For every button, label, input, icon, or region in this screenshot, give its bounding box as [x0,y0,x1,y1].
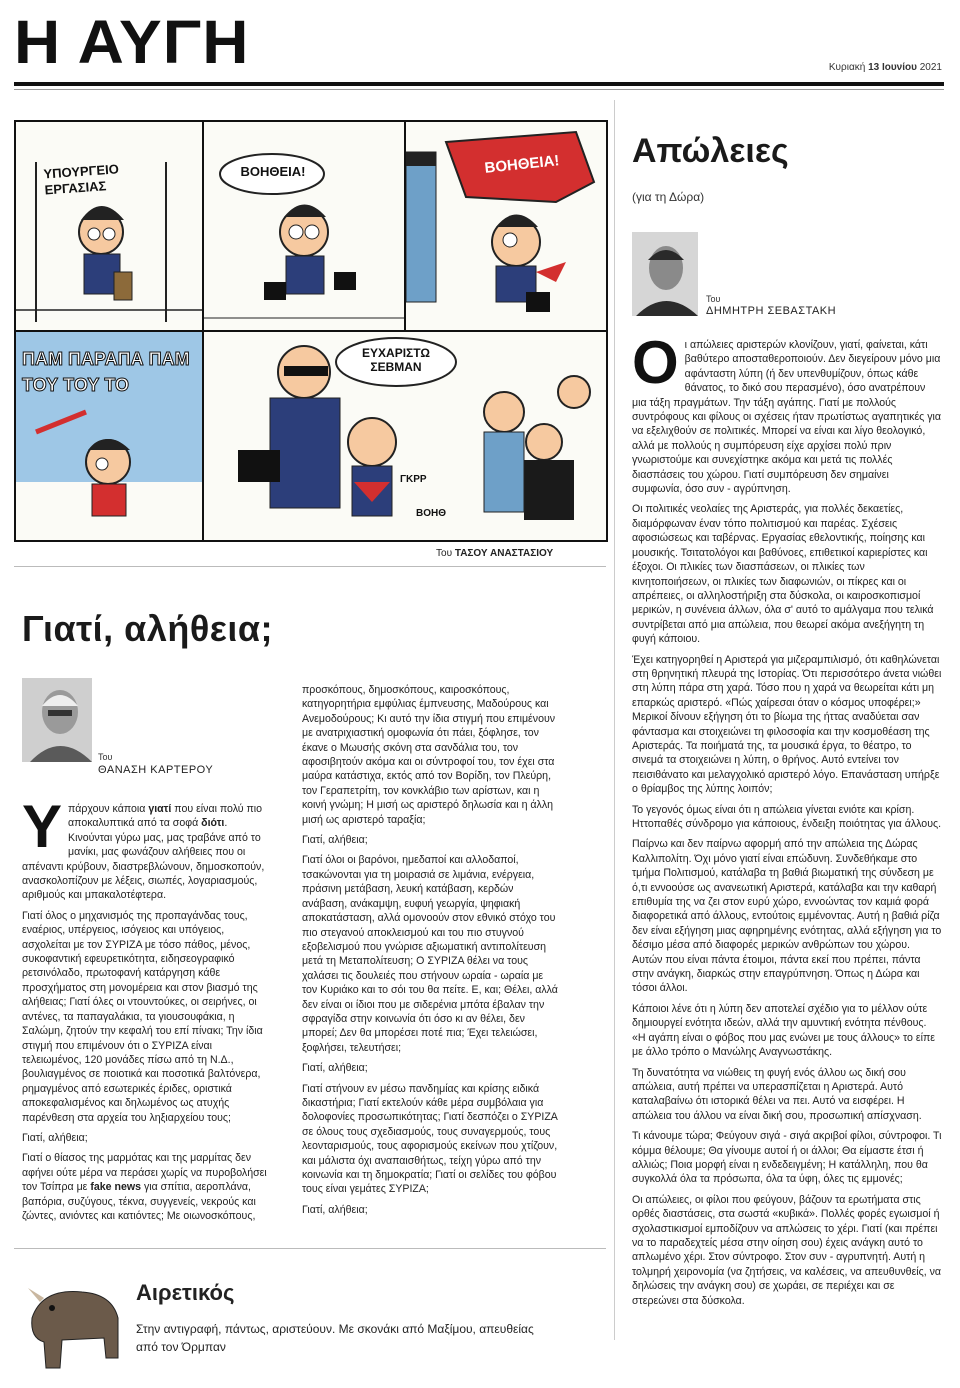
paragraph: Γιατί όλοι οι βαρόνοι, ημεδαποί και αλλοδαποί, τσακώνονται για τη μοιρασιά σε λιμάνια, ενέργεια, πράσινη μετάβαση, λευκή κατάβαση, κερδών ανάβαση, ανάκαμψη, ευφυή γεωργία, ψηφιακή αποκατάσταση, αλλά ομονοούν στον εθνικό στόχο του πιο στεγανού αποκλεισμού και του πιο στυγνού εξοβελισμού που γνώρισε αξιωματική αντιπολίτευση μετά τη Μεταπολίτευση; Ο ΣΥΡΙΖΑ θέλει να τους χαλάσει τις δουλειές που στήνουν ωραία - ωραία με τον Κυριάκο και το σόι του θα πείτε. Ε, και; Θέλει, αλλά δεν είναι οι ίδιοι που με σιδερένια μπότα έβαλαν την σφραγίδα στην κοινωνία ότι όσο κι αν θέλει, δεν μπορεί; Δεν θα μπορέσει ποτέ πια; Έχει τελειώσει, ξοφλήσει, τελευτήσει; [302,854,558,1054]
paragraph [22,1151,274,1223]
comic-sign-text: ΥΠΟΥΡΓΕΙΟ ΕΡΓΑΣΙΑΣ [43,161,120,198]
text-run-bold: γιατί [148,803,172,815]
text-run: ι απώλειες αριστερών κλονίζουν, γιατί, φαίνεται, κάτι βαθύτερο αποσταθεροποιούν. Δεν διεγείρουν μόνο μια αφάνταστη λύπη (ή δεν υπενθυμίζουν, όπως κάθε θάνατος, το δικό σου περασμένο), όσο ανατρέπουν μια τάξη πραγμάτων. Την τάξη αγάπης. Γιατί με πολλούς συντρόφους και φίλους οι σχέσεις ήταν πρωτίστως αγαπητικές για να εξελιχθούν σε πολιτικές. Μπορεί να είναι και λίγο θεολογικό, αλλά με πολλούς η συμπόρευση είχε αρχίσει πολύ πριν γνωριστούμε και συνεχίστηκε ακόμα και μετά τις πολλές διασπάσεις του χώρου. Γιατί συμπόρευση δεν σημαίνει συμφωνία, όσο συν - αγρύπνηση. [632,339,941,496]
text-run: πάρχουν κάποια [68,803,149,815]
cartoon-credit-name: ΤΑΣΟΥ ΑΝΑΣΤΑΣΙΟΥ [454,548,554,559]
dropcap-right: Ο [632,329,679,396]
article-subtitle-right: (για τη Δώρα) [632,190,705,204]
date-main: 13 Ιουνίου [868,62,917,73]
text-run-bold: διότι [201,817,225,830]
comic-panel-2-art [204,122,404,330]
comic-bubble-help-1: ΒΟΗΘΕΙΑ! [240,164,306,179]
column-text-footer: Στην αντιγραφή, πάντως, αριστεύουν. Με σκονάκι από Μαξίμου, απευθείας από τον Όρμπαν [136,1322,534,1354]
paragraph: Παίρνω και δεν παίρνω αφορμή από την απώλεια της Δώρας Καλλιπολίτη. Όχι μόνο γιατί είναι επώδυνη. Συνδεθήκαμε στο τμήμα Πολιτισμού, κατάλαβα τη βαθιά βιωματική της σύνδεση με ό,τι εννοούσε ως ανανεωτική Αριστερά, κατάλαβα και την καθαρή επιθυμία της να ζει στον ευρύ χώρο, εννοώντας τον καμιά φορά διαφορετικά από άλλους, εντούτοις εμμένοντας. Αυτή η βαθιά ρίζα δεν είναι εξήγηση μιας αφηρημένης ενότητας, αλλά εξήγηση για το δέσιμο μέσα από διαφορές μερικών ανθρώπων του χώρου. Αυτών που είναι πάντα έτοιμοι, πάντα εκεί που πρέπει, πάντα στην ανάγκη, διαρκώς στην επαγρύπνηση. Όπως η Δώρα και τόσοι άλλοι. [632,838,942,995]
dropcap-left: Υ [22,793,63,860]
paragraph: Οι απώλειες, οι φίλοι που φεύγουν, βάζουν τα ερωτήματα στις ορθές διαστάσεις, στα σωστά «κυβικά». Πολλές φορές εγωισμοί ή σχολαστικισμοί εμποδίζουν να απλώσεις το χέρι. Γιατί (και πρέπει να το παραδεχτείς μέσα στην οίηση σου) έχεις ανάγκη αυτό το απλωμένο χέρι. Στον σύντροφο. Στον συν - αγρυπνητή. Αυτή η τολμηρή χειρονομία (να ζητήσεις, να καλέσεις, να απευθυνθείς, να δηλώσεις την ανάγκη σου) σε χωράει, σε περιέχει και σε στερεώνει στα δύσκολα. [632,1193,942,1307]
paragraph: Κάποιοι λένε ότι η λύπη δεν αποτελεί σχέδιο για το μέλλον ούτε δημιουργεί ενότητα ιδεών, αλλά την αμυντική ενότητα πένθους. «Η αγάπη είναι ο φόβος που μας ενώνει με τους άλλους» το είπε με άλλο τρόπο ο Μανώλης Αναγνωστάκης. [632,1002,935,1059]
paragraph: Τι κάνουμε τώρα; Φεύγουν σιγά - σιγά ακριβοί φίλοι, σύντροφοι. Τι κόμμα θέλουμε; Θα γίνουμε αυτοί ή οι άλλοι; Θα είμαστε έτσι ή αλλιώς; Ποια μορφή είναι η ενδεδειγμένη; Η κατάλληλη, που θα συγκολλά όλα τα πρόσωπα, όλα τα ύφη, όλες τις εμμονές; [632,1130,942,1186]
article-column-1 [22,793,274,1229]
paragraph: Γιατί όλος ο μηχανισμός της προπαγάνδας τους, εναέριος, υπέργειος, ισόγειος και υπόγειος, ασχολείται με τον ΣΥΡΙΖΑ με τόσο πάθος, μένος, συκοφαντική εφευρετικότητα, ειδησεογραφικό ρετσινόλαδο, πρωτοφανή κατάργηση κάθε προσχήματος στη μονομέρεια και στον βιασμό της αλήθειας; Γιατί όλες οι ντουντούκες, οι σειρήνες, οι αντένες, τα παπαγαλάκια, τα γιουσουφάκια, η Σαλώμη, ζητούν την κεφαλή του επί πίνακι; Την ίδια στιγμή που επιμένουν ότι ο ΣΥΡΙΖΑ είναι τελειωμένος, 120 μονάδες πίσω από τη Ν.Δ., βουλιαγμένος σε ποιοτικά και ποσοτικά βαλτόνερα, ρημαγμένος από εσωτερικές έριδες, οριστικά αποκεφαλισμένος και δηλωμένος ως ατυχής παρένθεση στα αρχεία του ληξιαρχείου τους; [22,909,263,1124]
comic-panel-1 [14,120,204,332]
comic-bubble-help-2: ΒΟΗΘΕΙΑ! [483,152,561,177]
comic-bubble-thanks: ΕΥΧΑΡΙΣΤΩ ΣΕΒΜΑΝ [362,346,430,374]
article-headline-left: Γιατί, αλήθεια; [22,608,273,649]
paragraph: Γιατί στήνουν εν μέσω πανδημίας και κρίσης ειδικά δικαστήρια; Γιατί εκτελούν κάθε μέρα συμβόλαια για δολοφονίες προσωπικότητας; Γιατί δεσπόζει ο ΣΥΡΙΖΑ σε όλους τους σχεδιασμούς, τους συναγερμούς, τους λεονταρισμούς, τους αφορισμούς εκείνων που χτίζουν, και μάλιστα όχι αναπαισθήτως, τείχη γύρω από την κοινωνία και τη δημοκρατία; Γιατί οι σελίδες του φόβου τους είναι γεμάτες ΣΥΡΙΖΑ; [302,1082,558,1196]
comic-panel-3 [404,120,608,332]
author-photo-left-art [22,678,92,762]
article-headline-right: Απώλειες [632,132,789,170]
date-day: Κυριακή [828,62,866,73]
text-run: για σπίτια, αεροπλάνα, βαπόρια, συζύγους, τέκνα, συγγενείς, νεκρούς και ζώντες, ανιόντες και κατιόντες; Με οιωνοσκόπους, [22,1181,256,1222]
masthead-rule [14,82,944,86]
footer-divider [14,1248,606,1249]
paragraph: Έχει κατηγορηθεί η Αριστερά για μιζεραμπιλισμό, ότι καθηλώνεται στη θρηνητική πλευρά της Ιστορίας. Ότι περισσότερο άνετα νιώθει στη λύπη πάρα στη χαρά. Τόσο που η χαρά να θεωρείται κάτι μη επαρκώς αριστερό. «Πώς χαίρεσαι όταν ο κόσμος υποφέρει;» Μερικοί δίνουν εξήγηση ότι το βίωμα της ήττας αναδύεται σαν φάντασμα και στοιχειώνει τη φιλοσοφία και την κοσμοθέαση της Αριστεράς. Τα ποιήματά της, τα μουσικά έργα, το θέατρο, το σινεμά τα στοιχειώνει η λύπη, ο θρήνος. Αυτό εντείνει τον πεισιθάνατο και μελαγχολικό αριστερό λόγο. Επανάσταση υπήρξε ο θρίαμβος της λύπης λοιπόν; [632,653,942,796]
masthead-title: Η ΑΥΓΗ [14,7,250,77]
text-run-bold: fake news [90,1181,142,1194]
comic-panel-5 [202,330,608,542]
paragraph: Γιατί, αλήθεια; [302,1062,368,1075]
article-column-2 [302,683,560,1223]
comic-strip [14,120,606,540]
section-divider [14,566,606,567]
paragraph: Τη δυνατότητα να νιώθεις τη φυγή ενός άλλου ως δική σου απώλεια, αυτή πρέπει να υπερασπίζεται η Αριστερά. Αυτό καταλαβαίνω ότι ιστορικά θέλει να πει. Αυτό να εισφέρει. Η απώλεια του άλλου να είναι δική σου, προσωπική απίσχναση. [632,1066,922,1122]
paragraph: Γιατί, αλήθεια; [302,834,368,847]
comic-song-text: ΠΑΜ ΠΑΡΑΠΑ ΠΑΜ ΤΟΥ ΤΟΥ ΤΟ [22,349,190,395]
paragraph: προσκόπους, δημοσκόπους, καιροσκόπους, κατηγορητήρια εμφύλιας έμπνευσης, Μαδούρους και Ανεμοδούρους; Κι αυτό την ίδια στιγμή που επιμένουν με ανατριχιαστική ομοφωνία ότι πάει, ξόφλησε, τον έκανε ο Μωυσής σκόνη στα σανδάλια του, τον αφοσιβητούν ακόμα και οι σύντροφοί του, τον έχει στα μαύρα κατάστιχα, εκτός από τον Βορίδη, τον Πλεύρη, τον Γεραπετρίτη, τον κονκλάβιο των αρίστων, και η κοινή γνώμη; Η μισή ως αριστερό δηλωσία και η άλλη μισή ως αριστερό ταραξία; [302,684,556,826]
rhino-icon [22,1258,126,1378]
rhino-icon-art [22,1258,126,1378]
author-prefix-right: Του [706,294,721,304]
column-divider [614,100,615,1340]
comic-panel-4 [14,330,204,542]
author-photo-right [632,232,698,316]
paragraph [632,329,942,496]
author-photo-left [22,678,92,762]
author-prefix-left: Του [98,752,113,762]
comic-sfx: ΓΚΡΡ [400,474,427,485]
cartoon-credit-prefix: Του [436,548,453,559]
author-photo-right-art [632,232,698,316]
text-run: . Κινούνται γύρω μας, μας τραβάνε από το μανίκι, μας φωνάζουν αλήθειες που οι απέναντι κρύβουν, διαστρεβλώνουν, δημοσκοπούν, ανασκολοπίζουν με λέξεις, σιωπές, λογαριασμούς, αριθμούς και μπακαλοτέφτερα. [22,817,265,902]
text-run: Γιατί ο θίασος της μαρμότας και της μαρμίτας δεν αφήνει ούτε μέρα να περάσει χωρίς να πυροβολήσει τον Τσίπρα με [22,1152,267,1194]
author-name-left: ΘΑΝΑΣΗ ΚΑΡΤΕΡΟΥ [98,764,214,776]
comic-bubble-small: ΒΟΗΘ [416,508,446,519]
paragraph: Το γεγονός όμως είναι ότι η απώλεια γίνεται ενιότε και κρίση. Ηττοπαθές σύνδρομο για κάποιους, ένδειξη ποιότητας για άλλους. [632,803,942,830]
article-column-3 [632,329,942,1314]
date-year: 2021 [919,62,942,73]
paragraph: Γιατί, αλήθεια; [22,1131,88,1144]
issue-date [829,62,942,73]
column-title-footer: Αιρετικός [136,1280,235,1305]
masthead-rule-thin [14,89,944,90]
cartoon-credit [436,548,553,559]
paragraph [22,793,274,903]
text-run: που είναι πολύ πιο αποκαλυπτικά από τα σοφά [68,803,263,830]
paragraph: Οι πολιτικές νεολαίες της Αριστεράς, για πολλές δεκαετίες, διαμόρφωναν έναν τόπο πολιτισμού και παρέας. Σχέσεις αφοσιώσεως και ταβέρνας. Εργασίας εθελοντικής, ποίησης και μουσικής. Τσιτατολόγοι και βαθύνοες, επιθετικοί καριερίστες και έξοχοι. Οι πλικίες των διασπάσεων, οι πλικίες των κινητοποιήσεων, οι πλικίες των διαφωνιών, οι πίκρες και οι απρέπειες, οι αλληλοστήριξη στα δύσκολα, οι καιροσκοπισμοί μερικών, η συνένεια άλλων, όλα σ' αυτό το αμάλγαμα που τελικά συντρίβεται από μια απώλεια, που θεωρεί ακόμα ανεξήγητη τη φυγή κάποιου. [632,503,934,646]
author-name-right: ΔΗΜΗΤΡΗ ΣΕΒΑΣΤΑΚΗ [706,305,837,317]
paragraph: Γιατί, αλήθεια; [302,1203,368,1216]
comic-panel-2 [202,120,406,332]
comic-panel-1-art [16,122,202,330]
